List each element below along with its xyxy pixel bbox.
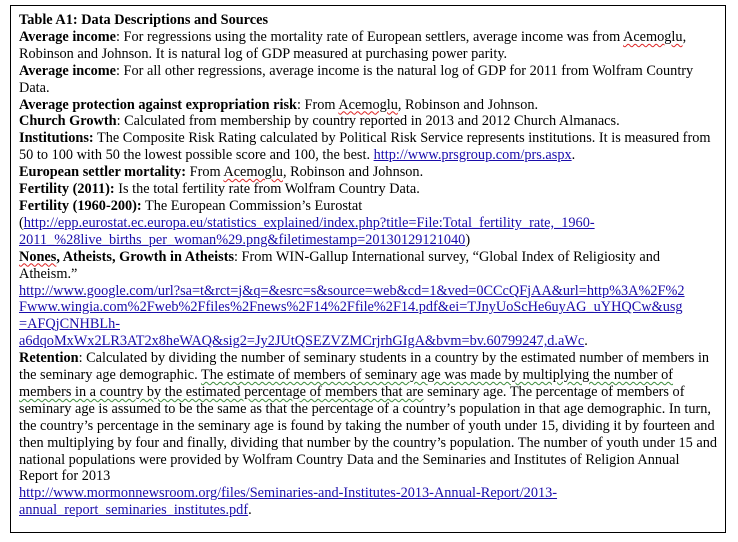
entry-institutions	[19, 130, 719, 164]
entry-text: : For regressions using the mortality rate of European settlers, average income was from	[116, 28, 623, 45]
entry-text: : For all other regressions, average income is the natural log of GDP for 2011 from Wolfram Country Data.	[19, 62, 694, 96]
spellcheck-word: Nones	[19, 248, 57, 265]
entry-church-growth	[19, 113, 719, 130]
mormonnewsroom-link[interactable]: http://www.mormonnewsroom.org/files/Seminaries-and-Institutes-2013-Annual-Report/2013-	[19, 485, 558, 502]
entry-nones-atheists	[19, 249, 719, 350]
entry-label: Fertility (2011):	[19, 181, 115, 198]
entry-label: Average protection against expropriation risk	[19, 96, 297, 113]
entry-label: Fertility (1960-200):	[19, 197, 142, 214]
entry-fertility-2011	[19, 181, 719, 198]
entry-text: : Calculated by dividing the number of seminary students in a country by the estimated number of members in the seminary age demographic.	[19, 350, 710, 384]
entry-text: , Robinson and Johnson. It is natural log of GDP measured at purchasing power parity.	[19, 28, 687, 62]
mormonnewsroom-link[interactable]: annual_report_seminaries_institutes.pdf	[19, 502, 249, 519]
entry-retention	[19, 350, 719, 519]
entry-fertility-1960	[19, 198, 719, 249]
entry-end: .	[584, 333, 588, 350]
eurostat-link-line	[19, 232, 719, 249]
entry-text: : From WIN-Gallup International survey, “Global Index of Religiosity and Atheism.”	[19, 248, 661, 282]
google-link-line	[19, 299, 719, 316]
google-link[interactable]: a6dqoMxWx2LR3AT2x8heWAQ&sig2=Jy2JUtQSEZVZMCrjrhGIgA&bvm=bv.60799247,d.aWc	[19, 333, 585, 350]
eurostat-link[interactable]: http://epp.eurostat.ec.europa.eu/statistics_explained/index.php?title=File:Total_fertility_rate,_1960-	[23, 214, 595, 231]
entry-label: Institutions:	[19, 130, 94, 147]
prsgroup-link[interactable]: http://www.prsgroup.com/prs.aspx	[373, 147, 572, 164]
google-link-line	[19, 283, 719, 300]
grammar-flagged-sentence: The estimate of members of seminary age was made by multiplying the number of members in a country by the estimated percentage of members that are	[19, 367, 674, 400]
entry-label: Retention	[19, 350, 79, 367]
entry-text: , Robinson and Johnson.	[282, 164, 424, 181]
entry-text: Is the total fertility rate from Wolfram Country Data.	[114, 181, 420, 198]
entry-text: The European Commission’s Eurostat	[141, 197, 363, 214]
entry-label: Church Growth	[19, 113, 117, 130]
entry-text: : Calculated from membership by country reported in 2013 and 2012 Church Almanacs.	[116, 113, 620, 130]
entry-average-income-settlers	[19, 29, 719, 63]
entry-label: Average income	[19, 28, 116, 45]
entry-text: , Robinson and Johnson.	[397, 96, 539, 113]
paren-open: (	[19, 214, 24, 231]
entry-label-rest: , Atheists, Growth in Atheists	[56, 248, 235, 265]
entry-text: The Composite Risk Rating calculated by Political Risk Service represents institutions. It is measured from 50 to 100 with 50 the lowest possible score and 100, the best.	[19, 130, 711, 164]
mormonnewsroom-link-line	[19, 485, 719, 502]
entry-label: Average income	[19, 62, 116, 79]
entry-settler-mortality	[19, 164, 719, 181]
google-link-line	[19, 316, 719, 333]
eurostat-link[interactable]: 2011_%28live_births_per_woman%29.png&filetimestamp=20130129121040	[19, 231, 466, 248]
google-link[interactable]: Fwww.wingia.com%2Fweb%2Ffiles%2Fnews%2F14%2Ffile%2F14.pdf&ei=TJnyUoScHe6uyAG_uYHQCw&usg	[19, 299, 683, 316]
entry-end: .	[571, 147, 576, 164]
entry-label: European settler mortality:	[19, 164, 187, 181]
google-link[interactable]: http://www.google.com/url?sa=t&rct=j&q=&esrc=s&source=web&cd=1&ved=0CCcQFjAA&url=http%3A%2F%2	[19, 282, 685, 299]
eurostat-link-line	[19, 215, 719, 232]
google-link[interactable]: =AFQjCNHBLh-	[19, 316, 120, 333]
entry-text: seminary age. The percentage of members of seminary age is assumed to be the same as that the percentage of a country’s population in that age demographic. In turn, the country’s percentage in the seminary age is found by taking the number of youth under 15, dividing it by fourteen and then multiplying by four and finally, dividing that number by the country’s population. The number of youth under 15 and national populations were provided by Wolfram Country Data and the Seminaries and Institutes of Religion Annual Report for 2013	[19, 383, 718, 485]
table-title: Table A1: Data Descriptions and Sources	[19, 12, 269, 28]
paren-close: )	[465, 231, 471, 248]
google-link-line	[19, 333, 719, 350]
entry-average-income-other	[19, 63, 719, 97]
spellcheck-word: Acemoglu	[623, 28, 683, 45]
spellcheck-word: Acemoglu	[223, 164, 283, 181]
entry-end: .	[248, 502, 252, 519]
data-descriptions-table	[10, 5, 726, 533]
entry-text: : From	[296, 96, 339, 113]
spellcheck-word: Acemoglu	[338, 96, 398, 113]
entry-text: From	[186, 164, 224, 181]
entry-expropriation-risk	[19, 97, 719, 114]
entry-label	[19, 249, 234, 265]
mormonnewsroom-link-line	[19, 502, 719, 519]
